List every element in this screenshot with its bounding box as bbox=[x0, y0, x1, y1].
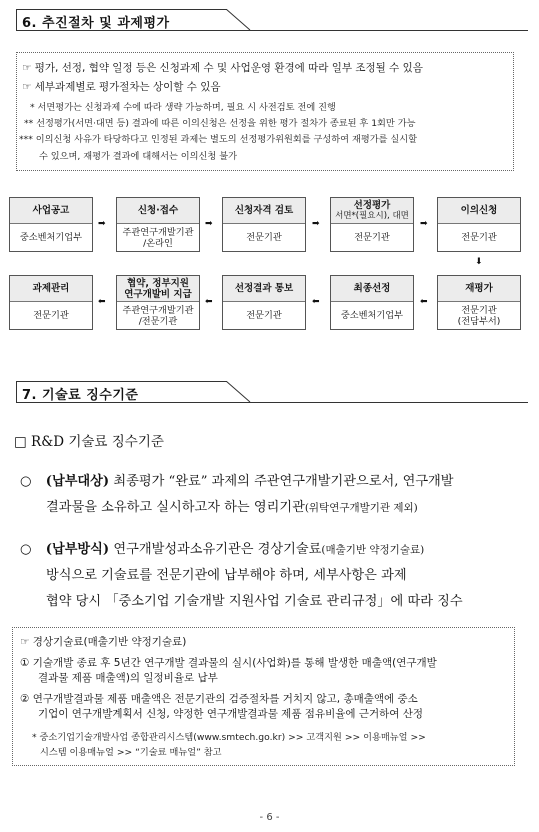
flow-box-application bbox=[116, 197, 200, 252]
arrow-right-icon: ➡ bbox=[312, 219, 320, 229]
flow-box-head: 사업공고 bbox=[10, 198, 92, 224]
flow-box-body: 중소벤처기업부 bbox=[340, 310, 404, 321]
pointing-hand-icon: ☞ bbox=[22, 81, 32, 93]
section6-title: 6. 추진절차 및 과제평가 bbox=[22, 16, 170, 31]
flow-box-body: 전문기관 bbox=[354, 232, 390, 243]
flow-box-head: 이의신청 bbox=[438, 198, 520, 224]
section6-header-diagonal bbox=[224, 9, 254, 31]
box-head bbox=[20, 634, 186, 649]
arrow-left-icon: ⬅ bbox=[98, 297, 106, 307]
flow-box-head: 과제관리 bbox=[10, 276, 92, 302]
flow-box-body: 전문기관 bbox=[33, 310, 69, 321]
item2-text1-small: (매출기반 약정기술료) bbox=[321, 544, 425, 556]
box-p1-l2: 결과물 제품 매출액)의 일정비율로 납부 bbox=[38, 672, 218, 684]
section7-title: 7. 기술료 징수기준 bbox=[22, 388, 139, 403]
flow-box-head: 최종선정 bbox=[331, 276, 413, 302]
item1-line1 bbox=[20, 470, 454, 489]
box-foot-l2: 시스템 이용매뉴얼 >> “기술료 매뉴얼” 참고 bbox=[40, 747, 222, 758]
flow-box-head: 재평가 bbox=[438, 276, 520, 302]
box-p1-text: 기술개발 종료 후 5년간 연구개발 결과물의 실시(사업화)를 통해 발생한 매출액(연구개발 bbox=[32, 657, 437, 669]
box-p2-l2: 기업이 연구개발계획서 신청, 약정한 연구개발결과물 제품 점유비율에 근거하여 산정 bbox=[38, 708, 424, 720]
item1-line2 bbox=[46, 496, 418, 515]
note-2 bbox=[22, 79, 221, 94]
note-1 bbox=[22, 60, 423, 75]
circled-one-icon: ① bbox=[20, 657, 30, 669]
arrow-down-icon: ⬇ bbox=[475, 257, 483, 267]
item2-line3: 협약 당시 「중소기업 기술개발 지원사업 기술료 관리규정」에 따라 징수 bbox=[46, 594, 463, 609]
flow-box-body: 주관연구개발기관 /온라인 bbox=[122, 226, 194, 249]
flow-box-eligibility bbox=[222, 197, 306, 252]
box-p2-l1 bbox=[20, 691, 418, 706]
subnote-text: 수 있으며, 재평가 결과에 대해서는 이의신청 불가 bbox=[39, 151, 237, 162]
box-p2-text: 연구개발결과물 제품 매출액은 전문기관의 검증절차를 거치지 않고, 총매출액에 중소 bbox=[32, 693, 418, 705]
arrow-right-icon: ➡ bbox=[205, 219, 213, 229]
flow-box-body: 주관연구개발기관 /전문기관 bbox=[122, 304, 194, 327]
note-2-text: 세부과제별로 평가절차는 상이할 수 있음 bbox=[34, 81, 221, 93]
item2-line2: 방식으로 기술료를 전문기관에 납부해야 하며, 세부사항은 과제 bbox=[46, 568, 407, 583]
section7-heading: □ R&D 기술료 징수기준 bbox=[14, 434, 164, 450]
flow-box-head: 선정결과 통보 bbox=[223, 276, 305, 302]
item1-text2-small: (위탁연구개발기관 제외) bbox=[304, 502, 418, 514]
flow-box-objection bbox=[437, 197, 521, 252]
flow-box-announcement bbox=[9, 197, 93, 252]
section7-header-diagonal bbox=[224, 381, 254, 403]
section7-header bbox=[16, 381, 241, 403]
subnote-text: 서면평가는 신청과제 수에 따라 생략 가능하며, 필요 시 사전검토 전에 진행 bbox=[37, 102, 336, 113]
subnote-mark: ** bbox=[24, 118, 34, 129]
flow-box-body: 전문기관 bbox=[246, 232, 282, 243]
flow-box-agreement bbox=[116, 275, 200, 330]
item2-label: (납부방식) bbox=[45, 542, 110, 557]
box-head-text: 경상기술료(매출기반 약정기술료) bbox=[32, 636, 187, 648]
page-number: - 6 - bbox=[259, 812, 280, 823]
flow-box-body: 전문기관 bbox=[461, 232, 497, 243]
note-1-text: 평가, 선정, 협약 일정 등은 신청과제 수 및 사업운영 환경에 따라 일부 조정될 수 있음 bbox=[34, 62, 423, 74]
circle-bullet-icon: ○ bbox=[20, 474, 32, 489]
item2-text1: 연구개발성과소유기관은 경상기술료 bbox=[113, 542, 322, 557]
flow-box-body: 전문기관 bbox=[246, 310, 282, 321]
subnote-3-cont bbox=[39, 148, 237, 162]
subnote-3 bbox=[19, 131, 417, 145]
subnote-1 bbox=[30, 99, 336, 113]
flow-box-result-notice bbox=[222, 275, 306, 330]
subnote-2 bbox=[24, 115, 415, 129]
flow-box-final-selection bbox=[330, 275, 414, 330]
subnote-text: 이의신청 사유가 타당하다고 인정된 과제는 별도의 선정평가위원회를 구성하여 재평가를 실시할 bbox=[35, 134, 417, 145]
arrow-left-icon: ⬅ bbox=[420, 297, 428, 307]
flow-box-head: 신청·접수 bbox=[117, 198, 199, 224]
circled-two-icon: ② bbox=[20, 693, 30, 705]
subnote-text: 선정평가(서면·대면 등) 결과에 따른 이의신청은 선정을 위한 평가 절차가 종료된 후 1회만 가능 bbox=[36, 118, 416, 129]
item2-line1 bbox=[20, 538, 424, 557]
flow-box-management bbox=[9, 275, 93, 330]
arrow-right-icon: ➡ bbox=[420, 219, 428, 229]
circle-bullet-icon: ○ bbox=[20, 542, 32, 557]
flow-box-reevaluation bbox=[437, 275, 521, 330]
flow-box-body: 중소벤처기업부 bbox=[19, 232, 83, 243]
flow-box-body: 전문기관 (전담부서) bbox=[457, 304, 501, 327]
pointing-hand-icon: ☞ bbox=[22, 62, 32, 74]
flow-box-head: 선정평가 서면*(필요시), 대면 bbox=[331, 198, 413, 224]
flow-box-head: 신청자격 검토 bbox=[223, 198, 305, 224]
flow-box-head: 협약, 정부지원 연구개발비 지급 bbox=[117, 276, 199, 302]
arrow-left-icon: ⬅ bbox=[205, 297, 213, 307]
item1-text2: 결과물을 소유하고 실시하고자 하는 영리기관 bbox=[46, 500, 305, 515]
arrow-right-icon: ➡ bbox=[98, 219, 106, 229]
subnote-mark: *** bbox=[19, 134, 33, 145]
item1-label: (납부대상) bbox=[45, 474, 110, 489]
subnote-mark: * bbox=[30, 102, 35, 113]
section6-header bbox=[16, 9, 241, 31]
flow-box-selection-eval bbox=[330, 197, 414, 252]
pointing-hand-icon: ☞ bbox=[20, 636, 30, 648]
box-foot-l1: * 중소기업기술개발사업 종합관리시스템(www.smtech.go.kr) >> 고객지원 >> 이용매뉴얼 >> bbox=[32, 732, 426, 743]
item1-text1: 최종평가 “완료” 과제의 주관연구개발기관으로서, 연구개발 bbox=[113, 474, 454, 489]
box-p1-l1 bbox=[20, 655, 437, 670]
arrow-left-icon: ⬅ bbox=[312, 297, 320, 307]
